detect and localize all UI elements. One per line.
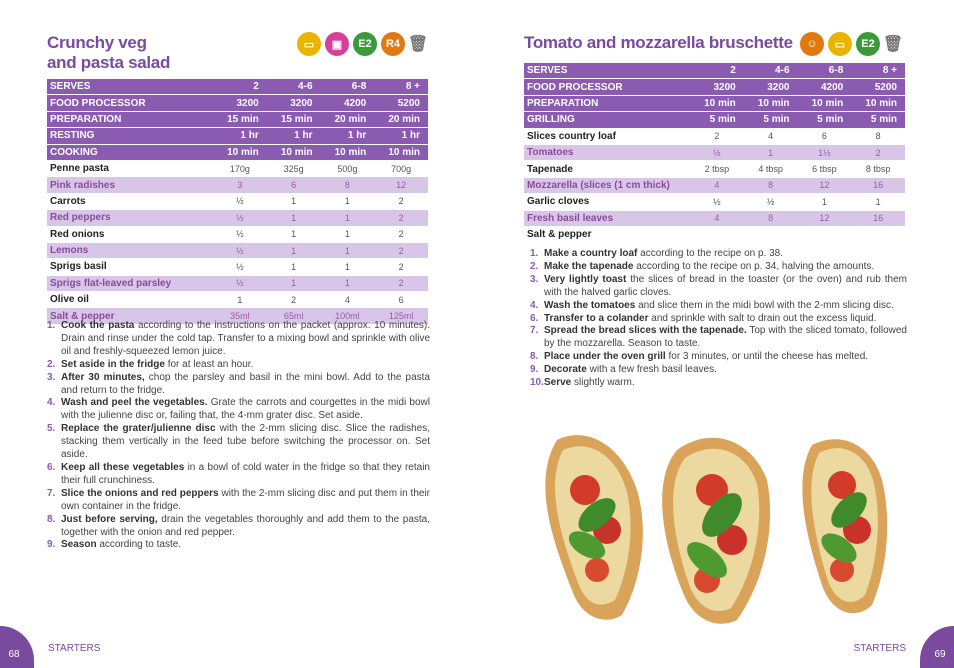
ingredient-qty: 325g [267,160,321,176]
ingredient-row [524,194,905,210]
chef-icon: ☺ [800,32,824,56]
step-text: chop the parsley and basil in the mini bowl. Add to the pasta and return to the fridge. [61,371,430,396]
ingredient-name: Fresh basil leaves [524,210,690,226]
ingredient-row [524,226,905,242]
step-bold: Wash the tomatoes [544,299,636,311]
disc-e2-icon: E2 [353,32,377,56]
header-value: 10 min [851,95,905,111]
header-value: 2 [690,63,744,79]
header-value: 10 min [267,144,321,160]
step-bold: Slice the onions and red peppers [61,487,219,499]
ingredient-qty: 4 [744,128,798,144]
ingredient-qty: 1 [851,194,905,210]
ingredient-qty: 2 [851,144,905,160]
step-number: 4. [530,299,539,311]
step-item [47,423,430,462]
ingredient-qty [798,226,852,242]
food-processor-icon: ▭ [297,32,321,56]
step-item [47,320,430,359]
ingredient-row [524,177,905,193]
ingredient-qty: 1½ [798,144,852,160]
step-item [530,300,907,313]
ingredient-qty: 1 [321,193,375,209]
ingredient-name: Slices country loaf [524,128,690,144]
ingredient-qty: ½ [744,194,798,210]
bruschetta-slice-1 [545,435,643,620]
ingredient-name: Tapenade [524,161,690,177]
header-value: 1 hr [267,128,321,144]
ingredient-qty: ½ [690,144,744,160]
step-item [47,372,430,398]
ingredient-qty: 2 [374,210,428,226]
header-row [47,144,428,160]
ingredient-qty: 4 tbsp [744,161,798,177]
header-value: 10 min [213,144,267,160]
header-value: 10 min [321,144,375,160]
step-text: for 3 minutes, or until the cheese has melted. [665,351,869,363]
ingredient-qty: 2 [267,292,321,308]
ingredient-qty [690,226,744,242]
ingredient-qty: 8 [744,177,798,193]
ingredient-qty: ½ [213,193,267,209]
header-value: 3200 [267,95,321,111]
step-bold: Very lightly toast [544,273,627,285]
ingredient-row [47,226,428,242]
right-steps-list [530,248,907,390]
step-number: 6. [47,461,56,473]
step-bold: Spread the bread slices with the tapenade. [544,325,747,337]
header-row [524,63,905,79]
right-page [477,0,954,668]
step-item [530,248,907,261]
left-icon-row [297,32,427,56]
step-item [530,261,907,274]
ingredient-qty: 1 [267,210,321,226]
ingredient-name: Olive oil [47,292,213,308]
header-value: 1 hr [374,128,428,144]
ingredient-qty: 1 [267,275,321,291]
header-value: 4200 [798,79,852,95]
section-label-left: STARTERS [48,643,101,654]
header-value: 4-6 [267,79,321,95]
step-item [530,325,907,351]
step-bold: Set aside in the fridge [61,358,165,370]
step-item [530,274,907,300]
trash-icon: 🗑 [882,36,904,53]
ingredient-name: Salt & pepper [47,308,213,324]
step-bold: Wash and peel the vegetables. [61,397,208,409]
step-bold: Cook the pasta [61,320,135,331]
ingredient-qty: 1 [267,226,321,242]
header-label: RESTING [47,128,213,144]
ingredient-qty: 1 [321,242,375,258]
ingredient-qty: 1 [267,242,321,258]
right-recipe-table [524,63,905,243]
step-item [47,539,430,552]
ingredient-name: Salt & pepper [524,226,690,242]
header-value: 5 min [798,112,852,128]
header-value: 20 min [374,111,428,127]
ingredient-qty: 65ml [267,308,321,324]
ingredient-qty: 1 [267,193,321,209]
ingredient-row [524,210,905,226]
header-value: 10 min [798,95,852,111]
step-bold: Decorate [544,364,587,376]
step-bold: Keep all these vegetables [61,461,185,473]
bruschetta-photo [527,420,917,630]
header-value: 3200 [744,79,798,95]
header-value: 6-8 [321,79,375,95]
ingredient-qty: 2 [374,226,428,242]
header-row [524,112,905,128]
ingredient-qty: 125ml [374,308,428,324]
ingredient-name: Pink radishes [47,177,213,193]
ingredient-qty: 500g [321,160,375,176]
ingredient-qty: 100ml [321,308,375,324]
ingredient-qty: 1 [321,259,375,275]
food-processor-icon: ▭ [828,32,852,56]
ingredient-qty: 35ml [213,308,267,324]
ingredient-name: Sprigs basil [47,259,213,275]
header-value: 4200 [321,95,375,111]
recipe-title-left: Crunchy veg and pasta salad [47,33,171,72]
step-number: 10. [530,377,544,389]
header-value: 1 hr [321,128,375,144]
step-number: 9. [47,539,56,551]
ingredient-qty: 170g [213,160,267,176]
left-recipe-table [47,79,428,325]
step-bold: After 30 minutes, [61,371,145,383]
step-item [530,313,907,326]
step-bold: Make a country loaf [544,248,638,259]
left-steps-list [47,320,430,552]
ingredient-qty: 8 tbsp [851,161,905,177]
step-item [47,397,430,423]
header-label: PREPARATION [524,95,690,111]
header-value: 3200 [690,79,744,95]
header-value: 15 min [213,111,267,127]
ingredient-name: Red onions [47,226,213,242]
ingredient-row [47,210,428,226]
ingredient-qty: 12 [798,210,852,226]
page-number-left: 68 [0,626,34,668]
step-number: 1. [530,248,539,259]
step-text: according to the recipe on p. 38. [637,248,784,259]
step-item [530,351,907,364]
ingredient-qty: 2 [374,242,428,258]
ingredient-name: Tomatoes [524,144,690,160]
ingredient-qty [744,226,798,242]
ingredient-qty: 6 [798,128,852,144]
header-value: 15 min [267,111,321,127]
ingredient-qty: 6 [374,292,428,308]
step-number: 8. [47,513,56,525]
right-icon-row [800,32,902,56]
ingredient-qty: ½ [213,210,267,226]
ingredient-qty: 1 [213,292,267,308]
ingredient-row [47,275,428,291]
ingredient-qty: 16 [851,210,905,226]
header-label: FOOD PROCESSOR [524,79,690,95]
disc-e2-icon: E2 [856,32,880,56]
step-text: the slices of bread in the toaster (or the oven) and rub them with the halved garlic cloves. [544,273,907,298]
step-text: drain the vegetables thoroughly and add them to the pasta, together with the onion and red pepper. [61,513,431,538]
step-number: 4. [47,397,56,409]
header-label: GRILLING [524,112,690,128]
microwave-icon: ▣ [325,32,349,56]
ingredient-qty: 1 [321,226,375,242]
header-value: 6-8 [798,63,852,79]
ingredient-name: Garlic cloves [524,194,690,210]
step-text: Top with the sliced tomato, followed by the mozzarella. Season to taste. [544,325,907,350]
header-value: 5 min [744,112,798,128]
ingredient-qty: 1 [744,144,798,160]
header-label: PREPARATION [47,111,213,127]
step-number: 8. [530,351,539,363]
ingredient-row [47,292,428,308]
step-text: according to the instructions on the packet (approx. 10 minutes). Drain and rinse under the cold tap. Transfer to a mixing bowl and sprinkle with olive oil and freshly-squeezed lemon juice. [61,320,430,357]
header-value: 8 + [851,63,905,79]
header-row [524,79,905,95]
header-value: 5 min [851,112,905,128]
ingredient-qty: 6 [267,177,321,193]
ingredient-qty: 6 tbsp [798,161,852,177]
ingredient-qty: ½ [213,259,267,275]
ingredient-row [524,161,905,177]
ingredient-row [47,177,428,193]
ingredient-qty: 4 [690,210,744,226]
ingredient-qty: 1 [798,194,852,210]
step-text: and slice them in the midi bowl with the 2-mm slicing disc. [635,299,894,311]
bruschetta-slice-2 [662,438,770,624]
step-number: 2. [47,358,56,370]
step-number: 9. [530,364,539,376]
ingredient-qty: 2 [374,193,428,209]
step-text: slightly warm. [571,377,635,389]
section-label-right: STARTERS [853,643,906,654]
ingredient-name: Carrots [47,193,213,209]
step-text: according to taste. [96,539,182,551]
step-item [47,488,430,514]
step-text: Grate the carrots and courgettes in the midi bowl with the julienne disc or, failing that, the 4-mm grater disc. Set aside. [61,397,430,422]
header-value: 8 + [374,79,428,95]
ingredient-name: Sprigs flat-leaved parsley [47,275,213,291]
step-bold: Season [61,539,97,551]
trash-icon: 🗑 [407,36,429,53]
ingredient-qty: 1 [267,259,321,275]
page-number-right: 69 [920,626,954,668]
step-item [530,364,907,377]
ingredient-qty: 4 [321,292,375,308]
step-number: 1. [47,320,56,331]
header-value: 10 min [690,95,744,111]
header-value: 10 min [374,144,428,160]
ingredient-qty [851,226,905,242]
header-value: 10 min [744,95,798,111]
header-value: 20 min [321,111,375,127]
ingredient-row [47,259,428,275]
step-text: and sprinkle with salt to drain out the excess liquid. [648,312,877,324]
ingredient-qty: 2 [690,128,744,144]
step-text: for at least an hour. [164,358,254,370]
ingredient-name: Mozzarella (slices (1 cm thick) [524,177,690,193]
step-item [47,462,430,488]
ingredient-row [47,160,428,176]
header-value: 1 hr [213,128,267,144]
step-number: 6. [530,312,539,324]
header-value: 2 [213,79,267,95]
step-bold: Transfer to a colander [544,312,649,324]
bruschetta-slice-3 [802,439,887,613]
ingredient-row [47,242,428,258]
step-text: with the 2-mm slicing disc. Slice the radishes, stacking them vertically in the feed tube before switching the processor on. Set aside. [61,423,431,461]
step-number: 2. [530,260,539,272]
ingredient-qty: 8 [321,177,375,193]
header-value: 4-6 [744,63,798,79]
ingredient-qty: 2 [374,275,428,291]
step-number: 5. [47,423,56,435]
header-value: 5200 [374,95,428,111]
header-label: SERVES [524,63,690,79]
ingredient-row [524,128,905,144]
ingredient-qty: 16 [851,177,905,193]
header-row [47,111,428,127]
ingredient-qty: ½ [690,194,744,210]
step-text: with the 2-mm slicing disc and put them in their own container in the fridge. [61,487,430,512]
ingredient-qty: 8 [744,210,798,226]
ingredient-qty: 2 [374,259,428,275]
step-item [530,377,907,390]
step-bold: Just before serving, [61,513,158,525]
header-value: 3200 [213,95,267,111]
header-row [47,95,428,111]
header-label: FOOD PROCESSOR [47,95,213,111]
recipe-title-right: Tomato and mozzarella bruschette [524,33,793,52]
ingredient-qty: 1 [321,210,375,226]
step-number: 7. [530,325,539,337]
step-bold: Replace the grater/julienne disc [61,423,216,435]
step-text: with a few fresh basil leaves. [586,364,717,376]
ingredient-qty: 3 [213,177,267,193]
ingredient-qty: 700g [374,160,428,176]
step-item [47,359,430,372]
step-text: in a bowl of cold water in the fridge so that they retain their full crunchiness. [61,461,430,486]
ingredient-name: Lemons [47,242,213,258]
ingredient-row [47,193,428,209]
header-row [47,79,428,95]
ingredient-qty: ½ [213,275,267,291]
header-label: COOKING [47,144,213,160]
ingredient-qty: 8 [851,128,905,144]
header-value: 5200 [851,79,905,95]
step-bold: Place under the oven grill [544,351,666,363]
header-row [47,128,428,144]
ingredient-qty: 1 [321,275,375,291]
header-label: SERVES [47,79,213,95]
step-bold: Make the tapenade [544,260,634,272]
step-number: 7. [47,487,56,499]
step-bold: Serve [544,377,572,389]
ingredient-qty: 12 [374,177,428,193]
step-number: 3. [47,371,56,383]
ingredient-qty: 4 [690,177,744,193]
ingredient-qty: 12 [798,177,852,193]
ingredient-qty: ½ [213,226,267,242]
step-number: 3. [530,273,539,285]
step-text: according to the recipe on p. 34, halving the amounts. [633,260,875,272]
header-value: 5 min [690,112,744,128]
ingredient-qty: 2 tbsp [690,161,744,177]
ingredient-name: Penne pasta [47,160,213,176]
disc-r4-icon: R4 [381,32,405,56]
ingredient-row [524,144,905,160]
header-row [524,95,905,111]
step-item [47,514,430,540]
ingredient-name: Red peppers [47,210,213,226]
ingredient-qty: ½ [213,242,267,258]
